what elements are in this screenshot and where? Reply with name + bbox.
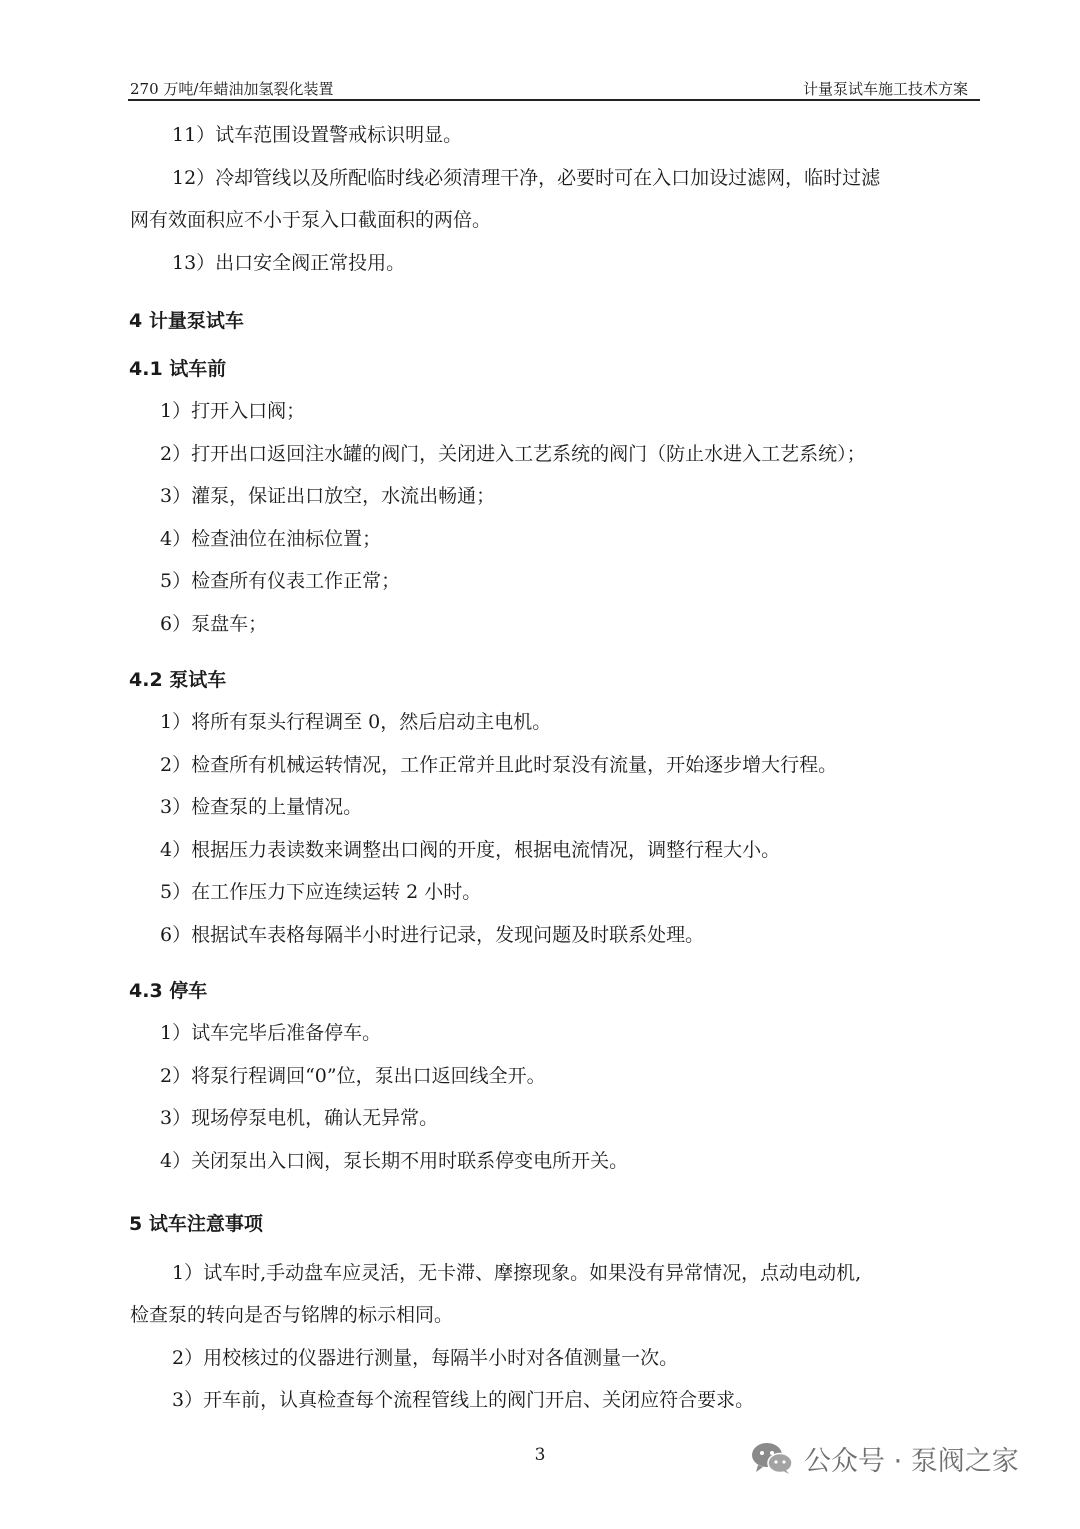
paragraph-item-3: 3）开车前，认真检查每个流程管线上的阀门开启、关闭应符合要求。	[172, 1389, 755, 1411]
paragraph-item-12-line1: 12）冷却管线以及所配临时线必须清理干净，必要时可在入口加设过滤网，临时过滤	[172, 167, 881, 189]
list-item: 1）试车完毕后准备停车。	[160, 1022, 382, 1044]
list-item: 2）检查所有机械运转情况，工作正常并且此时泵没有流量，开始逐步增大行程。	[160, 754, 838, 776]
list-item: 2）将泵行程调回“0”位，泵出口返回线全开。	[160, 1065, 546, 1087]
section-4-1-heading: 4.1 试车前	[129, 358, 227, 380]
list-item: 4）关闭泵出入口阀，泵长期不用时联系停变电所开关。	[160, 1150, 629, 1172]
list-item: 5）在工作压力下应连续运转 2 小时。	[160, 881, 482, 903]
header-rule	[128, 99, 980, 101]
list-item: 6）根据试车表格每隔半小时进行记录，发现问题及时联系处理。	[160, 924, 705, 946]
list-item: 6）泵盘车；	[160, 613, 268, 635]
list-item: 1）将所有泵头行程调至 0，然后启动主电机。	[160, 711, 552, 733]
header-project-title: 270 万吨/年蜡油加氢裂化装置	[130, 80, 334, 98]
watermark-text: 公众号 · 泵阀之家	[804, 1445, 1019, 1477]
section-5-heading: 5 试车注意事项	[129, 1213, 263, 1235]
list-item: 3）检查泵的上量情况。	[160, 796, 363, 818]
page-number: 3	[534, 1445, 546, 1465]
header-document-title: 计量泵试车施工技术方案	[802, 80, 968, 98]
watermark	[750, 1430, 1019, 1486]
paragraph-item-1-line1: 1）试车时,手动盘车应灵活，无卡滞、摩擦现象。如果没有异常情况，点动电动机,	[172, 1262, 862, 1284]
wechat-icon	[750, 1441, 794, 1475]
paragraph-item-1-line2: 检查泵的转向是否与铭牌的标示相同。	[130, 1304, 454, 1326]
section-4-2-heading: 4.2 泵试车	[129, 669, 227, 691]
section-4-heading: 4 计量泵试车	[129, 310, 244, 332]
paragraph-item-12-line2: 网有效面积应不小于泵入口截面积的两倍。	[130, 209, 492, 231]
list-item: 3）灌泵，保证出口放空，水流出畅通；	[160, 485, 496, 507]
paragraph-item-2: 2）用校核过的仪器进行测量，每隔半小时对各值测量一次。	[172, 1347, 679, 1369]
section-4-3-heading: 4.3 停车	[129, 980, 208, 1002]
list-item: 4）根据压力表读数来调整出口阀的开度，根据电流情况，调整行程大小。	[160, 839, 781, 861]
list-item: 2）打开出口返回注水罐的阀门，关闭进入工艺系统的阀门（防止水进入工艺系统）；	[160, 443, 866, 465]
list-item: 1）打开入口阀；	[160, 400, 306, 422]
paragraph-item-11: 11）试车范围设置警戒标识明显。	[172, 124, 463, 146]
list-item: 4）检查油位在油标位置；	[160, 528, 382, 550]
list-item: 3）现场停泵电机，确认无异常。	[160, 1107, 439, 1129]
list-item: 5）检查所有仪表工作正常；	[160, 570, 401, 592]
paragraph-item-13: 13）出口安全阀正常投用。	[172, 252, 406, 274]
